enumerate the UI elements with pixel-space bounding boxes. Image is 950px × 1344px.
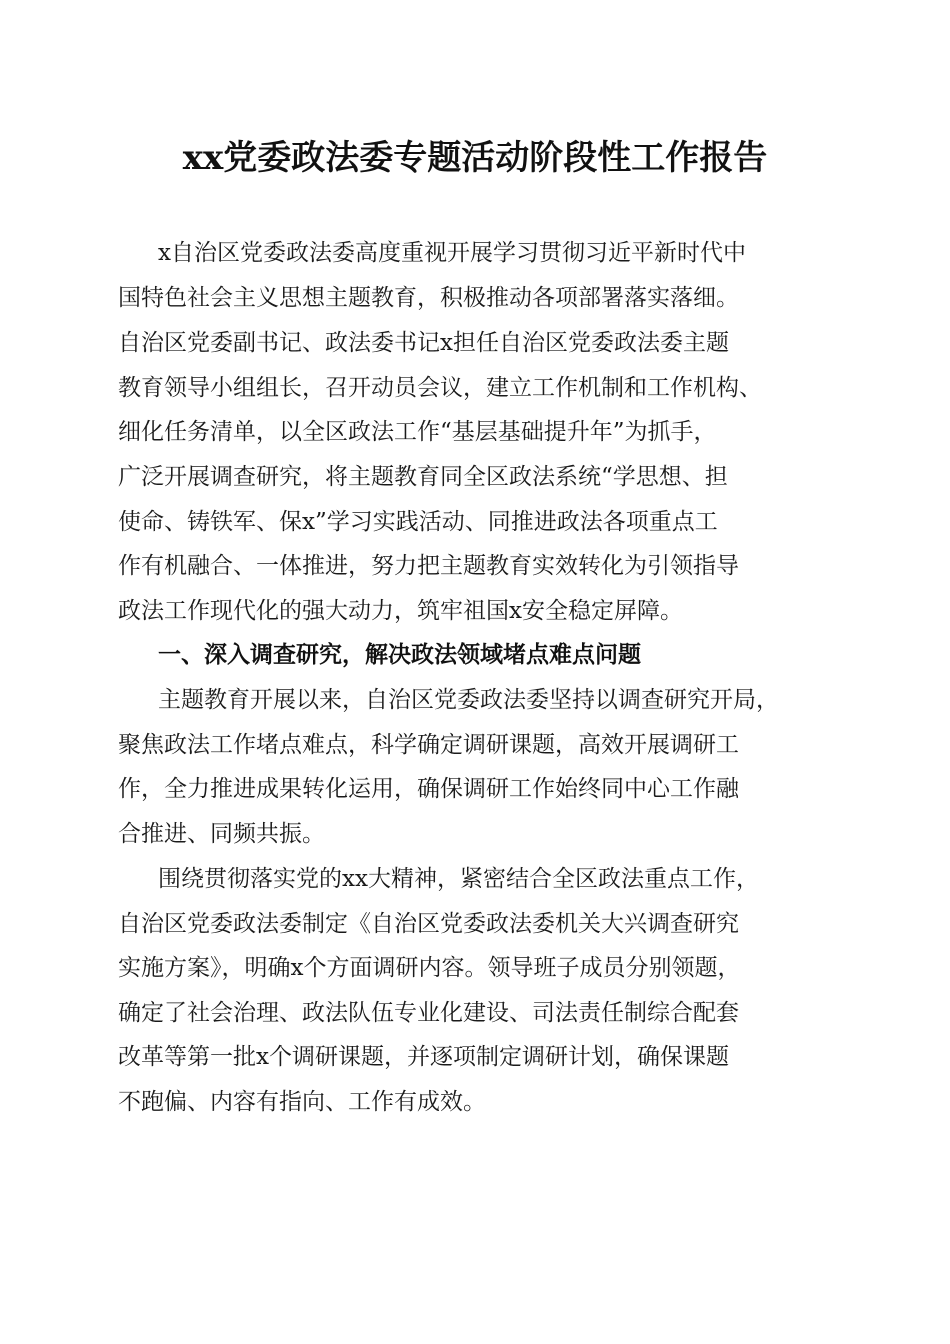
paragraph-line: 实施方案》，明确x个方面调研内容。领导班子成员分别领题， — [118, 955, 741, 981]
paragraph-line: 合推进、同频共振。 — [118, 821, 325, 847]
paragraph-line: 确定了社会治理、政法队伍专业化建设、司法责任制综合配套 — [118, 1000, 739, 1026]
section-heading: 一、深入调查研究，解决政法领域堵点难点问题 — [158, 642, 641, 668]
paragraph-line: 改革等第一批x个调研课题，并逐项制定调研计划，确保课题 — [118, 1044, 729, 1070]
intro-line: 国特色社会主义思想主题教育，积极推动各项部署落实落细。 — [118, 285, 739, 311]
intro-line: 使命、铸铁军、保x”学习实践活动、同推进政法各项重点工 — [118, 509, 718, 535]
intro-line: 教育领导小组组长，召开动员会议，建立工作机制和工作机构、 — [118, 375, 762, 401]
intro-line: 细化任务清单，以全区政法工作“基层基础提升年”为抓手， — [118, 419, 717, 445]
intro-line: x自治区党委政法委高度重视开展学习贯彻习近平新时代中 — [158, 240, 746, 266]
paragraph-line: 自治区党委政法委制定《自治区党委政法委机关大兴调查研究 — [118, 911, 739, 937]
intro-line: 广泛开展调查研究，将主题教育同全区政法系统“学思想、担 — [118, 464, 728, 490]
intro-line: 作有机融合、一体推进，努力把主题教育实效转化为引领指导 — [118, 553, 739, 579]
intro-line: 自治区党委副书记、政法委书记x担任自治区党委政法委主题 — [118, 330, 729, 356]
paragraph-line: 围绕贯彻落实党的xx大精神，紧密结合全区政法重点工作， — [158, 866, 759, 892]
paragraph-line: 不跑偏、内容有指向、工作有成效。 — [118, 1089, 486, 1115]
document-title: xx党委政法委专题活动阶段性工作报告 — [182, 138, 768, 178]
paragraph-line: 主题教育开展以来，自治区党委政法委坚持以调查研究开局， — [158, 687, 779, 713]
paragraph-line: 聚焦政法工作堵点难点，科学确定调研课题，高效开展调研工 — [118, 732, 739, 758]
paragraph-line: 作，全力推进成果转化运用，确保调研工作始终同中心工作融 — [118, 776, 739, 802]
intro-line: 政法工作现代化的强大动力，筑牢祖国x安全稳定屏障。 — [118, 598, 683, 624]
